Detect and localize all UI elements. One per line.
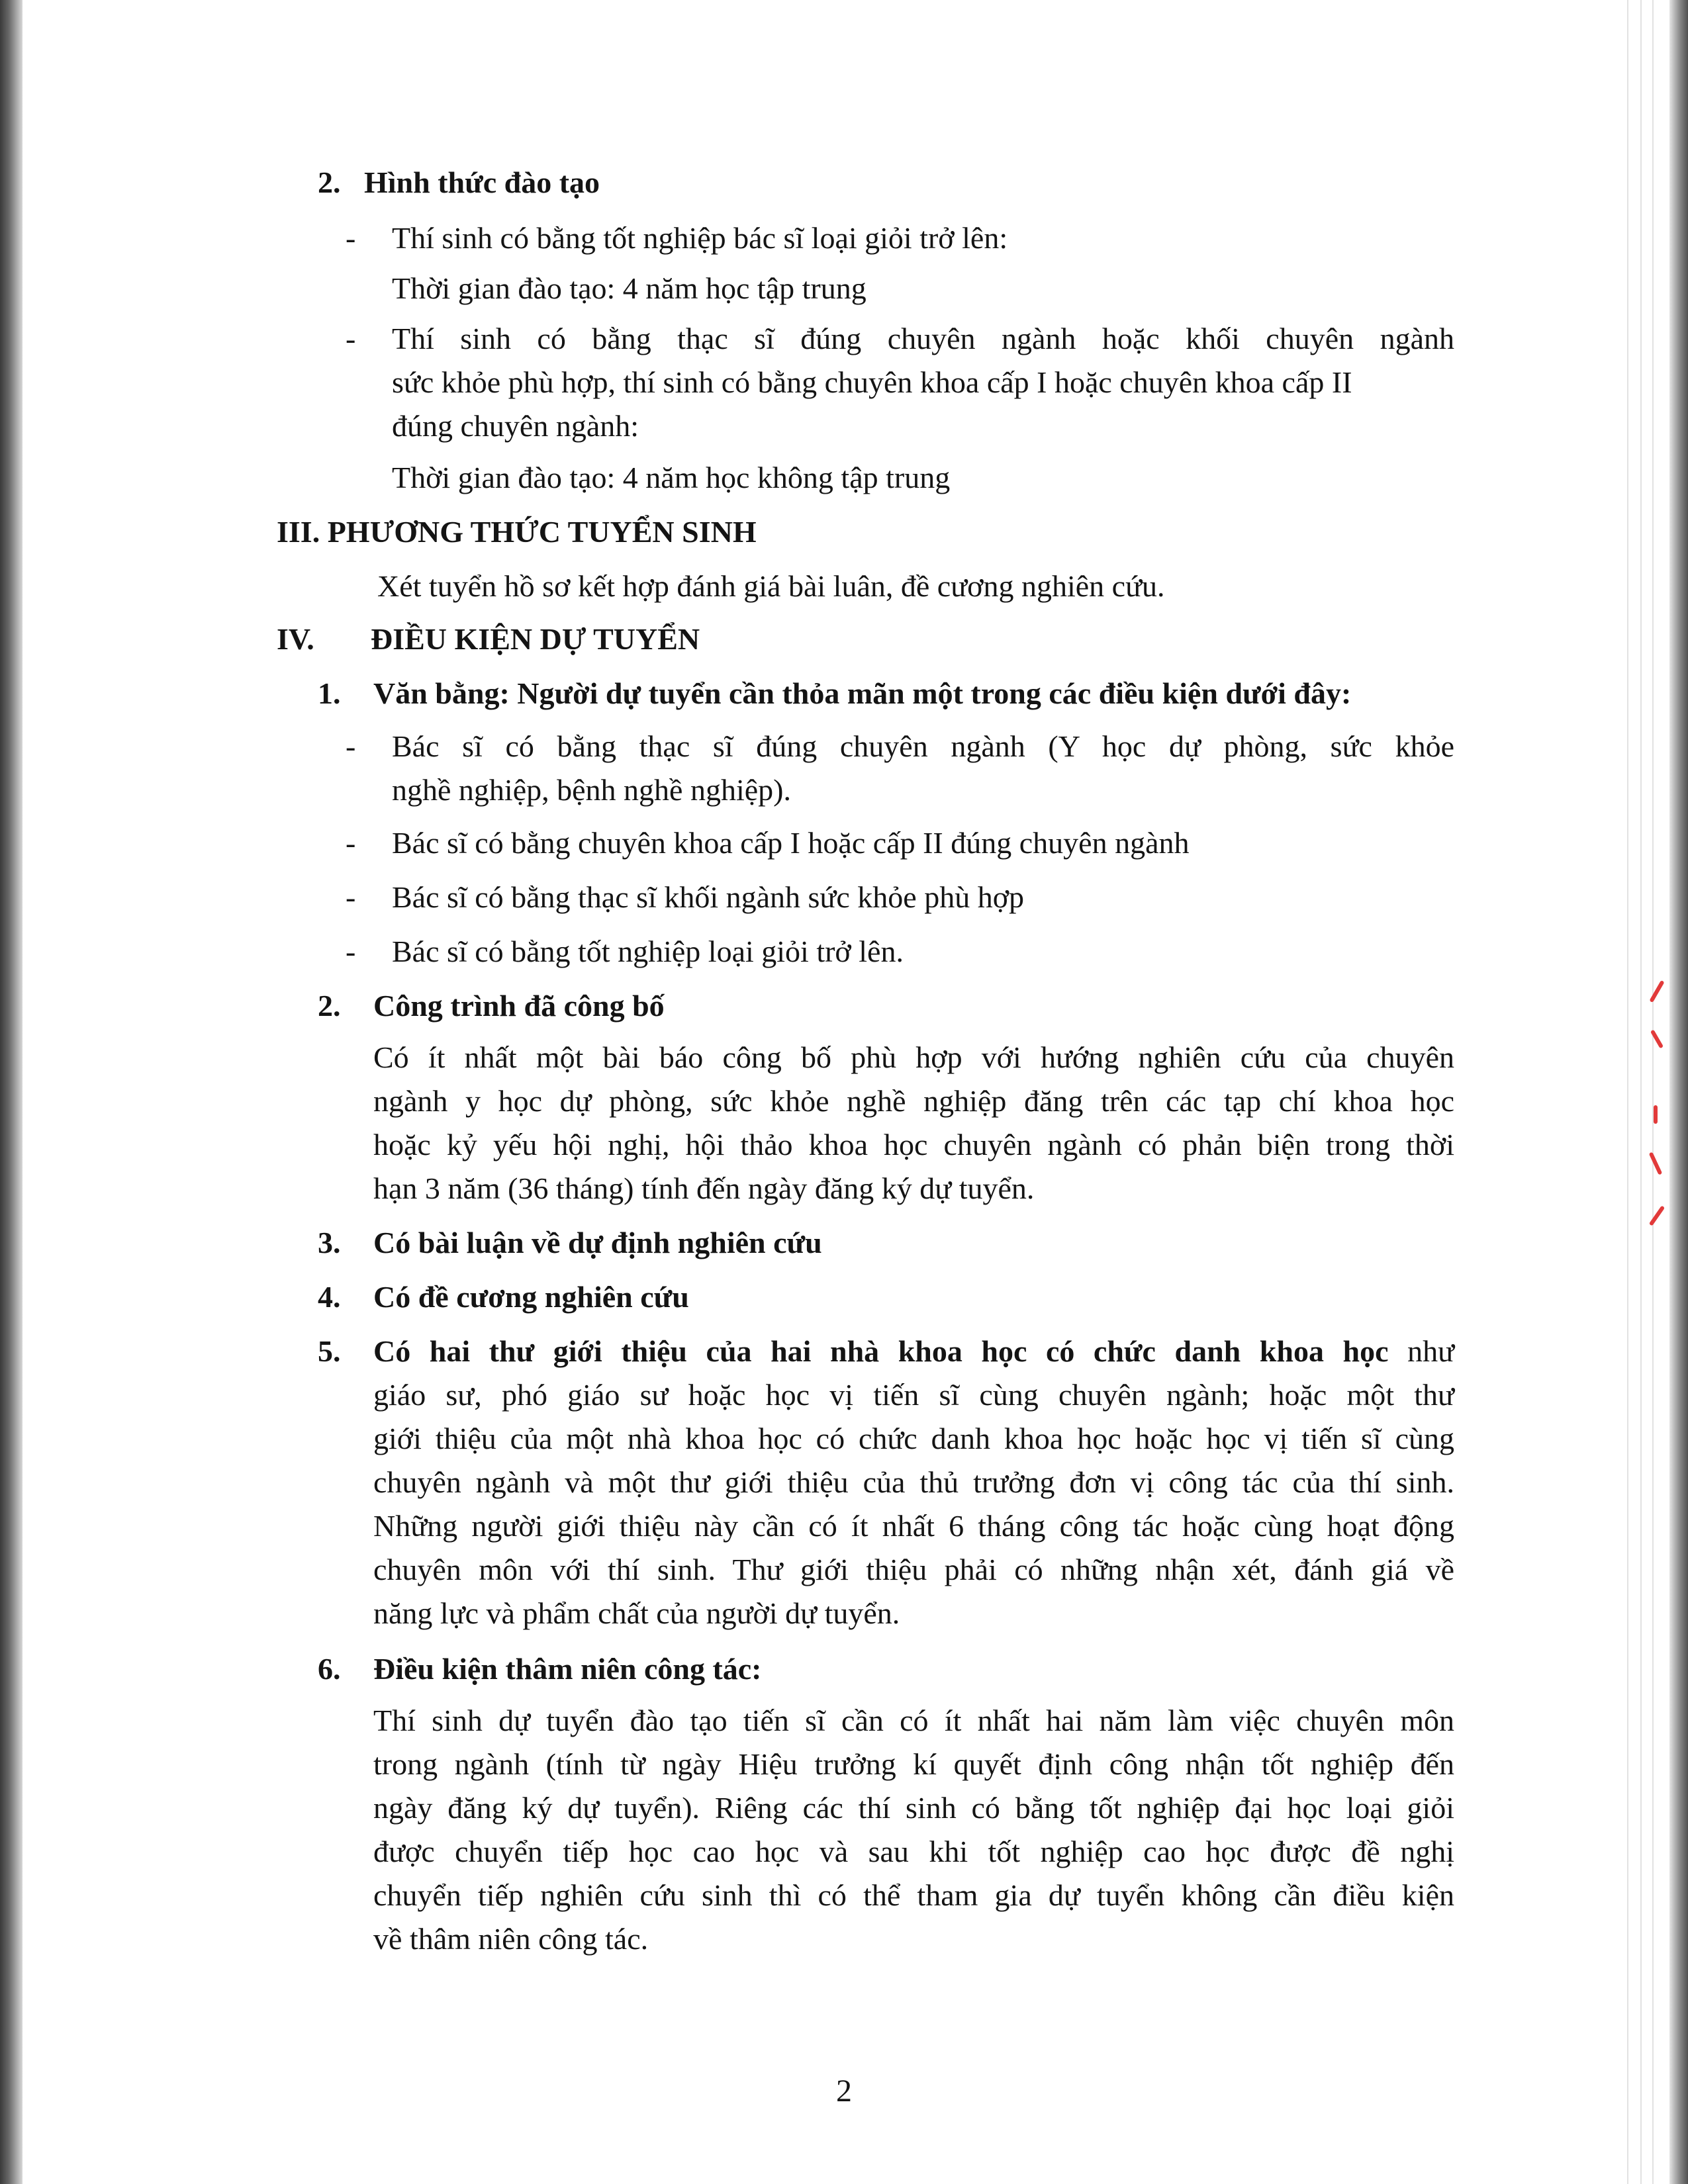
bullet-text: đúng chuyên ngành: bbox=[392, 409, 639, 443]
paragraph-line: ngành y học dự phòng, sức khỏe nghề nghiệp đăng trên các tạp chí khoa học bbox=[373, 1084, 1454, 1118]
item-number: 1. bbox=[318, 676, 341, 710]
item-number: 5. bbox=[318, 1334, 341, 1368]
bullet-text: sức khỏe phù hợp, thí sinh có bằng chuyên khoa cấp I hoặc chuyên khoa cấp II bbox=[392, 365, 1352, 399]
bullet-text: Bác sĩ có bằng thạc sĩ đúng chuyên ngành (Y học dự phòng, sức khỏe bbox=[392, 729, 1454, 763]
paragraph-line: giới thiệu của một nhà khoa học có chức danh khoa học hoặc học vị tiến sĩ cùng bbox=[373, 1422, 1454, 1455]
item-title: Điều kiện thâm niên công tác: bbox=[373, 1652, 762, 1686]
bullet-text: Thí sinh có bằng thạc sĩ đúng chuyên ngành hoặc khối chuyên ngành bbox=[392, 322, 1454, 355]
training-time: Thời gian đào tạo: 4 năm học không tập trung bbox=[392, 461, 951, 494]
bullet-text: nghề nghiệp, bệnh nghề nghiệp). bbox=[392, 773, 791, 807]
bullet-dash: - bbox=[346, 934, 356, 968]
bullet-text: Bác sĩ có bằng tốt nghiệp loại giỏi trở lên. bbox=[392, 934, 904, 968]
paragraph-line: chuyên môn với thí sinh. Thư giới thiệu phải có những nhận xét, đánh giá về bbox=[373, 1553, 1454, 1586]
scan-shadow-left bbox=[0, 0, 23, 2184]
paragraph-line: hạn 3 năm (36 tháng) tính đến ngày đăng ký dự tuyển. bbox=[373, 1171, 1035, 1205]
paragraph-line: giáo sư, phó giáo sư hoặc học vị tiến sĩ cùng chuyên ngành; hoặc một thư bbox=[373, 1378, 1454, 1412]
item-number: 4. bbox=[318, 1280, 341, 1314]
item-number: 6. bbox=[318, 1652, 341, 1686]
item-number: 2. bbox=[318, 989, 341, 1023]
section-numeral: IV. bbox=[277, 622, 314, 656]
scan-shadow-right bbox=[1669, 0, 1688, 2184]
page-edge-line bbox=[1652, 0, 1654, 2184]
bullet-dash: - bbox=[346, 322, 356, 355]
paragraph-line: chuyển tiếp nghiên cứu sinh thì có thể tham gia dự tuyển không cần điều kiện bbox=[373, 1878, 1454, 1912]
bullet-dash: - bbox=[346, 880, 356, 914]
paragraph-line: trong ngành (tính từ ngày Hiệu trưởng kí quyết định công nhận tốt nghiệp đến bbox=[373, 1747, 1454, 1781]
item-first-line bbox=[373, 1333, 1454, 1370]
paragraph-line: chuyên ngành và một thư giới thiệu của thủ trưởng đơn vị công tác của thí sinh. bbox=[373, 1465, 1454, 1499]
paragraph-line: ngày đăng ký dự tuyển). Riêng các thí sinh có bằng tốt nghiệp đại học loại giỏi bbox=[373, 1791, 1454, 1825]
page-edge-line bbox=[1627, 0, 1628, 2184]
section-heading: III. PHƯƠNG THỨC TUYỂN SINH bbox=[277, 515, 757, 549]
section-heading: ĐIỀU KIỆN DỰ TUYỂN bbox=[371, 622, 700, 656]
section-title: Hình thức đào tạo bbox=[364, 165, 600, 199]
item-number: 3. bbox=[318, 1226, 341, 1259]
paragraph-line: Những người giới thiệu này cần có ít nhất 6 tháng công tác hoặc cùng hoạt động bbox=[373, 1509, 1454, 1543]
paragraph-line: hoặc kỷ yếu hội nghị, hội thảo khoa học chuyên ngành có phản biện trong thời bbox=[373, 1128, 1454, 1161]
training-time: Thời gian đào tạo: 4 năm học tập trung bbox=[392, 271, 867, 305]
red-ink-mark bbox=[1649, 980, 1664, 1003]
paragraph-line: Thí sinh dự tuyển đào tạo tiến sĩ cần có ít nhất hai năm làm việc chuyên môn bbox=[373, 1704, 1454, 1737]
page-number: 2 bbox=[836, 2073, 852, 2109]
paragraph-line: năng lực và phẩm chất của người dự tuyển. bbox=[373, 1596, 900, 1630]
item-title: Công trình đã công bố bbox=[373, 989, 665, 1023]
paragraph-line: về thâm niên công tác. bbox=[373, 1922, 649, 1956]
bullet-dash: - bbox=[346, 826, 356, 860]
page-edge-line bbox=[1640, 0, 1642, 2184]
item-title: Văn bằng: Người dự tuyển cần thỏa mãn một trong các điều kiện dưới đây: bbox=[373, 676, 1352, 710]
paragraph-line: Có ít nhất một bài báo công bố phù hợp với hướng nghiên cứu của chuyên bbox=[373, 1040, 1454, 1074]
paragraph: Xét tuyển hồ sơ kết hợp đánh giá bài luân, đề cương nghiên cứu. bbox=[377, 569, 1165, 603]
bullet-text: Bác sĩ có bằng thạc sĩ khối ngành sức khỏe phù hợp bbox=[392, 880, 1025, 914]
bullet-text: Thí sinh có bằng tốt nghiệp bác sĩ loại giỏi trở lên: bbox=[392, 221, 1008, 255]
item-title: Có đề cương nghiên cứu bbox=[373, 1280, 689, 1314]
red-ink-mark bbox=[1654, 1105, 1658, 1124]
item-title-continuation: như bbox=[1407, 1334, 1454, 1368]
paragraph-line: được chuyển tiếp học cao học và sau khi tốt nghiệp cao học được đề nghị bbox=[373, 1835, 1454, 1868]
red-ink-mark bbox=[1649, 1205, 1665, 1226]
bullet-dash: - bbox=[346, 221, 356, 255]
section-number: 2. bbox=[318, 165, 341, 199]
red-ink-mark bbox=[1649, 1152, 1663, 1175]
item-title: Có bài luận về dự định nghiên cứu bbox=[373, 1226, 822, 1259]
item-title: Có hai thư giới thiệu của hai nhà khoa học có chức danh khoa học bbox=[373, 1334, 1389, 1368]
bullet-dash: - bbox=[346, 729, 356, 763]
bullet-text: Bác sĩ có bằng chuyên khoa cấp I hoặc cấp II đúng chuyên ngành bbox=[392, 826, 1190, 860]
